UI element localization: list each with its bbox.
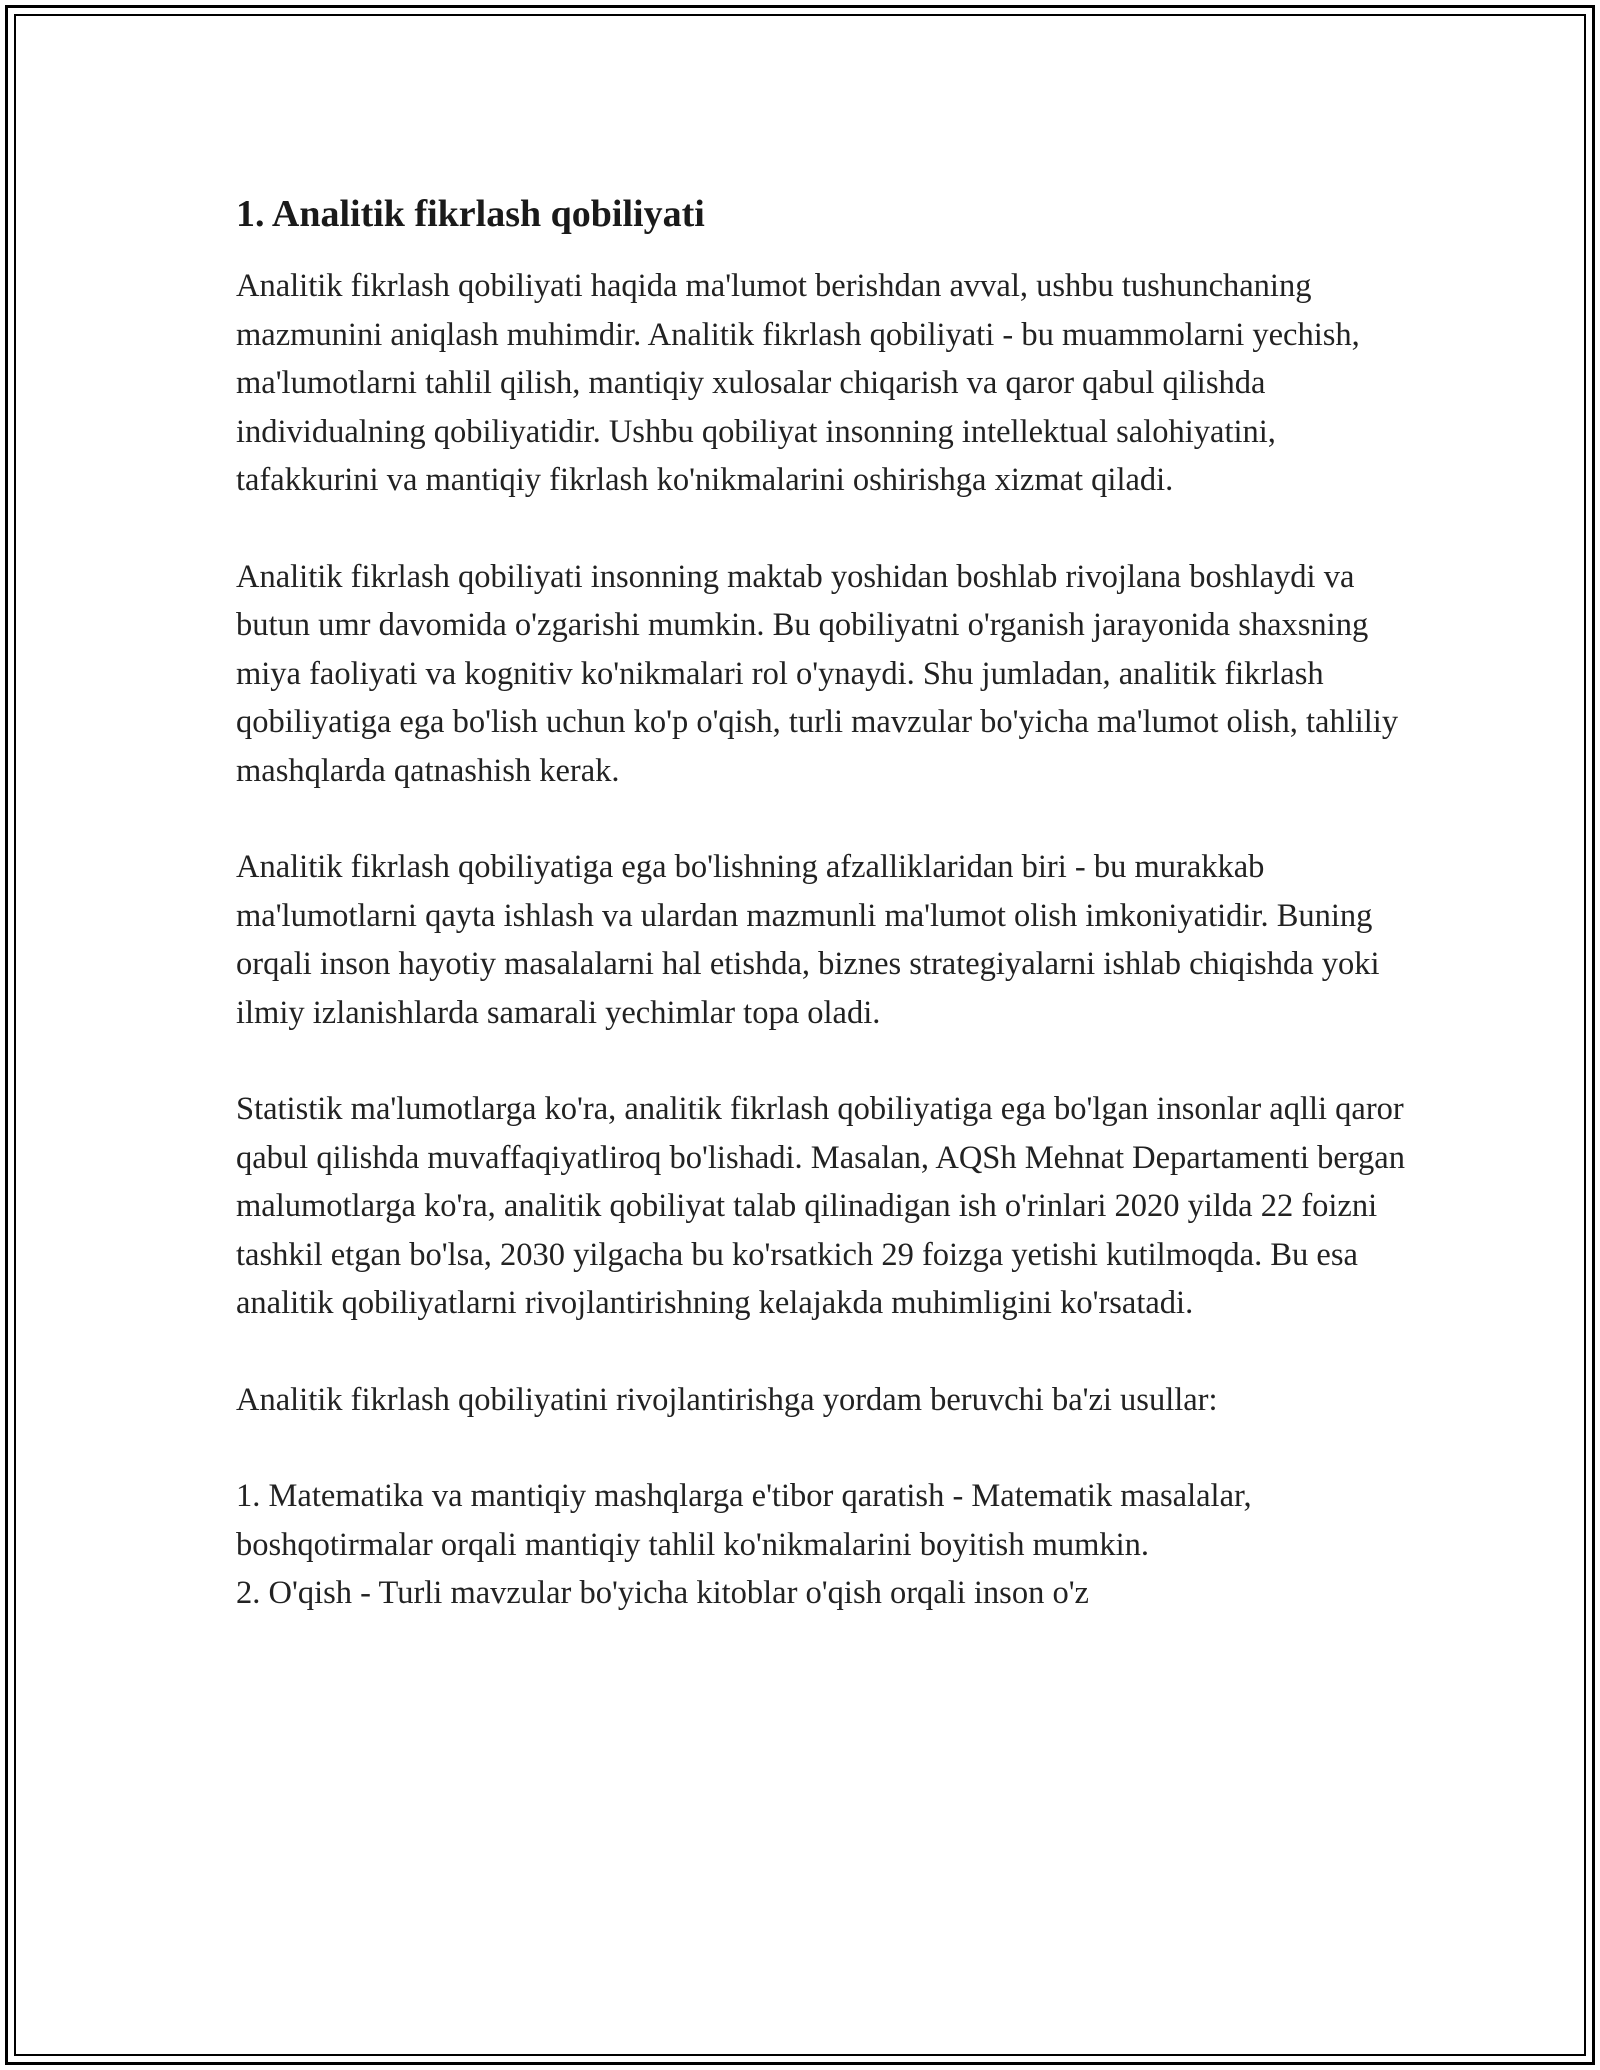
paragraph-methods-intro: Analitik fikrlash qobiliyatini rivojlantirishga yordam beruvchi ba'zi usullar:: [236, 1381, 1218, 1418]
list-item: 1. Matematika va mantiqiy mashqlarga e'tibor qaratish - Matematik masalalar, boshqotirmalar orqali mantiqiy tahlil ko'nikmalarini boyitish mumkin.: [236, 1478, 1252, 1563]
paragraph-definition: Analitik fikrlash qobiliyati haqida ma'lumot berishdan avval, ushbu tushunchaning mazmunini aniqlash muhimdir. Analitik fikrlash qobiliyati - bu muammolarni yechish, ma'lumotlarni tahlil qilish, mantiqiy xulosalar chiqarish va qaror qabul qilishda individualning qobiliyatidir. Ushbu qobiliyat insonning intellektual salohiyatini, tafakkurini va mantiqiy fikrlash ko'nikmalarini oshirishga xizmat qiladi.: [236, 268, 1360, 498]
document-title: 1. Analitik fikrlash qobiliyati: [236, 193, 705, 235]
paragraph-advantages: Analitik fikrlash qobiliyatiga ega bo'lishning afzalliklaridan biri - bu murakkab ma'lumotlarni qayta ishlash va ulardan mazmunli ma'lumot olish imkoniyatidir. Buning orqali inson hayotiy masalalarni hal etishda, biznes strategiyalarni ishlab chiqishda yoki ilmiy izlanishlarda samarali yechimlar topa oladi.: [236, 849, 1380, 1031]
paragraph-statistics: Statistik ma'lumotlarga ko'ra, analitik fikrlash qobiliyatiga ega bo'lgan insonlar aqlli qaror qabul qilishda muvaffaqiyatliroq bo'lishadi. Masalan, AQSh Mehnat Departamenti bergan malumotlarga ko'ra, analitik qobiliyat talab qilinadigan ish o'rinlari 2020 yilda 22 foizni tashkil etgan bo'lsa, 2030 yilgacha bu ko'rsatkich 29 foizga yetishi kutilmoqda. Bu esa analitik qobiliyatlarni rivojlantirishning kelajakda muhimligini ko'rsatadi.: [236, 1091, 1405, 1321]
document-body: [236, 188, 1416, 1618]
paragraph-development: Analitik fikrlash qobiliyati insonning maktab yoshidan boshlab rivojlana boshlaydi va butun umr davomida o'zgarishi mumkin. Bu qobiliyatni o'rganish jarayonida shaxsning miya faoliyati va kognitiv ko'nikmalari rol o'ynaydi. Shu jumladan, analitik fikrlash qobiliyatiga ega bo'lish uchun ko'p o'qish, turli mavzular bo'yicha ma'lumot olish, tahliliy mashqlarda qatnashish kerak.: [236, 558, 1399, 789]
list-item: 2. O'qish - Turli mavzular bo'yicha kitoblar o'qish orqali inson o'z: [236, 1575, 1089, 1611]
methods-list: [236, 1472, 1416, 1618]
